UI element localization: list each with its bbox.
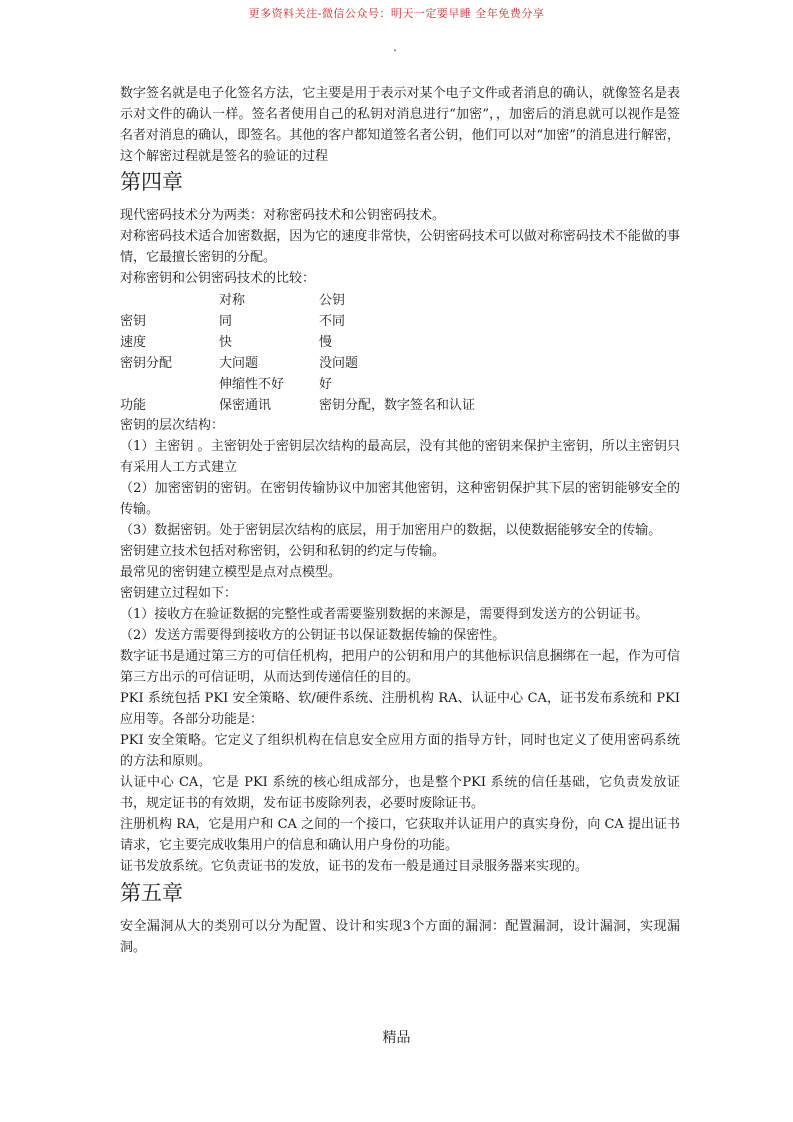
chapter-5-heading: 第五章 <box>120 881 183 905</box>
table-cell: 同 <box>219 314 233 329</box>
page-footer: 精品 <box>382 1030 411 1046</box>
paragraph: （1）主密钥 。主密钥处于密钥层次结构的最高层，没有其他的密钥来保护主密钥，所以主密钥只有采用人工方式建立 <box>120 439 680 475</box>
table-cell: 快 <box>219 335 233 350</box>
document-body <box>120 83 680 958</box>
table-cell: 公钥 <box>319 293 346 308</box>
table-cell: 功能 <box>120 398 147 413</box>
paragraph: 对称密钥和公钥密码技术的比较： <box>120 271 316 286</box>
table-row <box>120 310 475 331</box>
paragraph: （3）数据密钥。处于密钥层次结构的底层，用于加密用户的数据，以使数据能够安全的传输。 <box>120 523 662 538</box>
table-cell: 密钥 <box>120 314 147 329</box>
paragraph: PKI 安全策略。它定义了组织机构在信息安全应用方面的指导方针，同时也定义了使用密码系统的方法和原则。 <box>120 733 680 769</box>
table-cell: 密钥分配，数字签名和认证 <box>319 398 476 413</box>
table-row <box>120 394 475 415</box>
table-cell: 伸缩性不好 <box>219 377 285 392</box>
table-cell <box>120 373 219 394</box>
table-cell: 没问题 <box>319 356 359 371</box>
table-cell: 不同 <box>319 314 346 329</box>
paragraph: （1）接收方在验证数据的完整性或者需要鉴别数据的来源是，需要得到发送方的公钥证书。 <box>120 607 649 622</box>
table-cell: 慢 <box>319 335 333 350</box>
table-cell: 好 <box>319 377 333 392</box>
table-row <box>120 352 475 373</box>
paragraph: PKI 系统包括 PKI 安全策略、软/硬件系统、注册机构 RA、认证中心 CA，证书发布系统和 PKI 应用等。各部分功能是： <box>120 691 680 727</box>
paragraph: 对称密码技术适合加密数据，因为它的速度非常快，公钥密码技术可以做对称密码技术不能做的事情，它最擅长密钥的分配。 <box>120 229 680 265</box>
paragraph: 证书发放系统。它负责证书的发放，证书的发布一般是通过目录服务器来实现的。 <box>120 859 589 874</box>
table-header-row <box>120 289 475 310</box>
table-cell: 对称 <box>219 293 246 308</box>
table-row <box>120 331 475 352</box>
table-cell: 密钥分配 <box>120 356 173 371</box>
paragraph: 安全漏洞从大的类别可以分为配置、设计和实现3个方面的漏洞：配置漏洞，设计漏洞，实现漏洞。 <box>120 919 680 955</box>
table-cell: 速度 <box>120 335 147 350</box>
chapter-4-heading: 第四章 <box>120 170 183 194</box>
table-cell: 保密通讯 <box>219 398 272 413</box>
paragraph: 数字证书是通过第三方的可信任机构，把用户的公钥和用户的其他标识信息捆绑在一起，作为可信第三方出示的可信证明，从而达到传递信任的目的。 <box>120 649 680 685</box>
paragraph: 认证中心 CA，它是 PKI 系统的核心组成部分，也是整个PKI 系统的信任基础，它负责发放证书，规定证书的有效期，发布证书废除列表，必要时废除证书。 <box>120 775 680 811</box>
comparison-table <box>120 289 475 415</box>
paragraph: 现代密码技术分为两类：对称密码技术和公钥密码技术。 <box>120 208 446 223</box>
top-banner: 更多资料关注-微信公众号：明天一定要早睡 全年免费分享 <box>248 7 545 20</box>
paragraph: 密钥建立过程如下： <box>120 586 238 601</box>
table-row <box>120 373 475 394</box>
paragraph: 密钥的层次结构： <box>120 418 225 433</box>
paragraph: （2）发送方需要得到接收方的公钥证书以保证数据传输的保密性。 <box>120 628 506 643</box>
table-cell: 大问题 <box>219 356 259 371</box>
paragraph: 注册机构 RA，它是用户和 CA 之间的一个接口，它获取并认证用户的真实身份，向 CA 提出证书请求，它主要完成收集用户的信息和确认用户身份的功能。 <box>120 817 680 853</box>
paragraph: 密钥建立技术包括对称密钥，公钥和私钥的约定与传输。 <box>120 544 446 559</box>
paragraph: 最常见的密钥建立模型是点对点模型。 <box>120 565 342 580</box>
paragraph: （2）加密密钥的密钥。在密钥传输协议中加密其他密钥，这种密钥保护其下层的密钥能够安全的传输。 <box>120 481 680 517</box>
table-cell <box>120 289 219 310</box>
header-dot: . <box>393 40 397 54</box>
intro-paragraph: 数字签名就是电子化签名方法，它主要是用于表示对某个电子文件或者消息的确认，就像签名是表示对文件的确认一样。签名者使用自己的私钥对消息进行“加密”，，加密后的消息就可以视作是签名者对消息的确认，即签名。其他的客户都知道签名者公钥，他们可以对“加密”的消息进行解密，这个解密过程就是签名的验证的过程 <box>120 86 680 164</box>
